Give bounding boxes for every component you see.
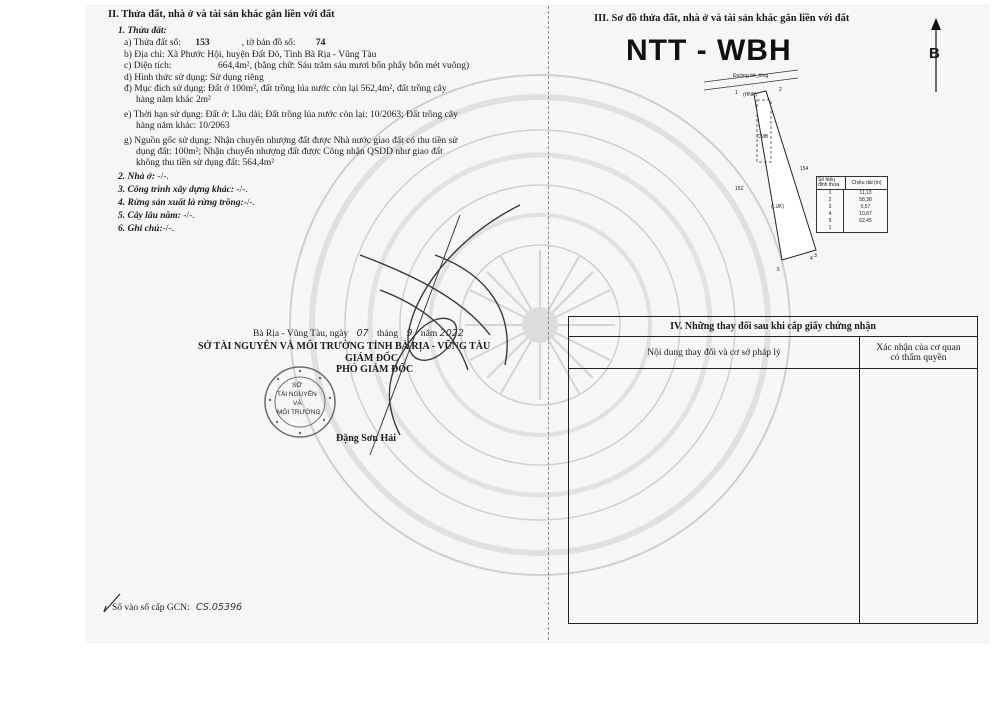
other-works-label: 3. Công trình xây dựng khác: <box>118 185 235 195</box>
parcel-number-label: a) Thửa đất số: <box>124 38 181 48</box>
overlay-stamp-text: NTT - WBH <box>626 34 792 67</box>
edge-table-header <box>817 177 887 190</box>
edge-point-cell: 4 <box>817 211 844 218</box>
edge-length-cell: 0,57 <box>860 204 871 210</box>
edge-length-table <box>816 176 888 233</box>
edge-length-cell: 11,13 <box>859 190 872 196</box>
note-row <box>118 224 174 235</box>
edge-length-cell: 62,45 <box>859 218 872 224</box>
edge-point-cell: 2 <box>817 197 844 204</box>
forest-value: -/-. <box>243 198 256 208</box>
map-point-1: 1 <box>735 90 738 96</box>
changes-col-confirm-line1: Xác nhận của cơ quan <box>876 342 961 353</box>
issue-year: 2022 <box>439 328 464 339</box>
deputy-director-title: PHÓ GIÁM ĐỐC <box>336 364 414 375</box>
edge-length-cell: 10,87 <box>859 211 872 217</box>
parcel-area-label: c) Diện tích: <box>124 61 172 71</box>
map-luk-label: (LUK) <box>771 204 785 210</box>
origin-line2: dụng đất: 100m²; Nhận chuyển nhượng đất được Công nhận QSDD như giao đất <box>136 147 443 157</box>
edge-col-length: Chiều dài (m) <box>851 180 882 186</box>
map-sheet-label: , tờ bản đồ số: <box>241 38 296 48</box>
issue-place-label: Bà Rịa - Vũng Tàu, ngày <box>253 329 349 339</box>
issue-month: 9 <box>406 328 413 339</box>
parcel-area-value: 664,4m², (bằng chữ: Sáu trăm sáu mươi bốn phẩy bốn mét vuông) <box>218 61 470 71</box>
edge-col-point: Số hiệu đỉnh thửa <box>817 177 846 189</box>
edge-point-cell: 1 <box>817 225 844 232</box>
section-ii-title: II. Thửa đất, nhà ở và tài sản khác gắn liền với đất <box>108 9 335 20</box>
map-neighbor-154: 154 <box>800 166 809 172</box>
map-neighbor-152: 152 <box>735 186 744 192</box>
other-works-row <box>118 185 248 196</box>
edge-point-cell: 3 <box>817 204 844 211</box>
seal-line1: SỞ <box>292 382 302 389</box>
issue-month-label: tháng <box>377 329 399 339</box>
usage-purpose-line2: hàng năm khác 2m² <box>136 95 211 105</box>
origin-line3: không thu tiền sử dụng đất: 564,4m² <box>136 158 275 168</box>
seal-line3: VÀ <box>293 400 302 407</box>
origin-line1: g) Nguồn gốc sử dụng: Nhận chuyển nhượng đất được Nhà nước giao đất có thu tiền sử <box>124 136 458 146</box>
changes-title: IV. Những thay đổi sau khi cấp giấy chứng nhận <box>569 317 978 337</box>
perennial-value: -/-. <box>180 211 195 221</box>
map-road-label: Đường bê_tông <box>733 73 769 79</box>
forest-row <box>118 198 255 209</box>
map-cmb-label: CMB <box>757 134 769 140</box>
signature-scribble <box>340 195 550 460</box>
parcel-address: b) Địa chỉ: Xã Phước Hội, huyện Đất Đỏ, Tỉnh Bà Rịa - Vũng Tàu <box>124 50 377 60</box>
edge-point-cell: 5 <box>817 218 844 225</box>
north-label: B <box>929 45 940 62</box>
perennial-label: 5. Cây lâu năm: <box>118 211 181 221</box>
map-point-2: 2 <box>779 87 782 93</box>
map-point-3: 3 <box>814 253 817 259</box>
map-sheet-number: 74 <box>315 38 326 48</box>
usage-form: d) Hình thức sử dụng: Sử dụng riêng <box>124 73 264 83</box>
map-point-5: 5 <box>777 267 780 273</box>
edge-point-cell: 1 <box>817 190 844 197</box>
changes-confirm-cell <box>860 369 978 624</box>
changes-content-cell <box>569 369 860 624</box>
signer-name: Đặng Sơn Hải <box>336 433 396 444</box>
seal-line4: MÔI TRƯỜNG <box>277 409 321 416</box>
issue-year-label: năm <box>420 329 438 339</box>
edge-table-row <box>817 190 887 197</box>
house-value: -/-. <box>155 172 169 182</box>
issue-day: 07 <box>356 328 369 339</box>
changes-col-content: Nội dung thay đổi và cơ sở pháp lý <box>569 337 860 369</box>
other-works-value: -/-. <box>234 185 248 195</box>
edge-length-cell <box>844 225 887 232</box>
usage-term-line2: hàng năm khác: 10/2063 <box>136 121 230 131</box>
edge-table-body <box>817 190 887 232</box>
parcel-number-row <box>124 38 325 49</box>
edge-length-cell: 58,38 <box>859 197 872 203</box>
perennial-row <box>118 211 195 222</box>
register-tick-mark <box>96 590 126 614</box>
edge-table-row <box>817 225 887 232</box>
forest-label: 4. Rừng sản xuất là rừng trồng: <box>118 198 244 208</box>
land-parcel-heading: 1. Thửa đất: <box>118 26 167 36</box>
house-row <box>118 172 169 183</box>
edge-table-row <box>817 211 887 218</box>
house-label: 2. Nhà ở: <box>118 172 156 182</box>
parcel-number: 153 <box>195 38 210 48</box>
agency-name: SỞ TÀI NGUYÊN VÀ MÔI TRƯỜNG TỈNH BÀ RỊA - VŨNG TÀU <box>198 341 491 352</box>
changes-col-confirm-line2: có thẩm quyền <box>890 352 947 363</box>
director-title: GIÁM ĐỐC <box>345 353 399 364</box>
edge-table-row <box>817 197 887 204</box>
usage-term-line1: e) Thời hạn sử dụng: Đất ở: Lâu dài; Đất trồng lúa nước còn lại: 10/2063; Đất trồng cây <box>124 110 458 120</box>
map-hnk-label: (HNK) <box>743 92 757 98</box>
edge-table-row <box>817 218 887 225</box>
changes-table <box>568 316 978 624</box>
register-row <box>112 602 242 614</box>
note-label: 6. Ghi chú: <box>118 224 163 234</box>
edge-table-row <box>817 204 887 211</box>
seal-line2: TÀI NGUYÊN <box>277 391 317 398</box>
register-number: CS.05396 <box>195 602 243 613</box>
map-point-4: 4 <box>810 256 813 262</box>
usage-purpose-line1: đ) Mục đích sử dụng: Đất ở 100m², đất trồng lúa nước còn lại 562,4m², đất trồng cây <box>124 84 447 94</box>
changes-col-confirm <box>860 337 978 369</box>
note-value: -/-. <box>162 224 174 234</box>
section-iii-title: III. Sơ đồ thửa đất, nhà ở và tài sản khác gắn liền với đất <box>594 13 850 24</box>
register-label: Số vào sổ cấp GCN: <box>112 603 190 613</box>
